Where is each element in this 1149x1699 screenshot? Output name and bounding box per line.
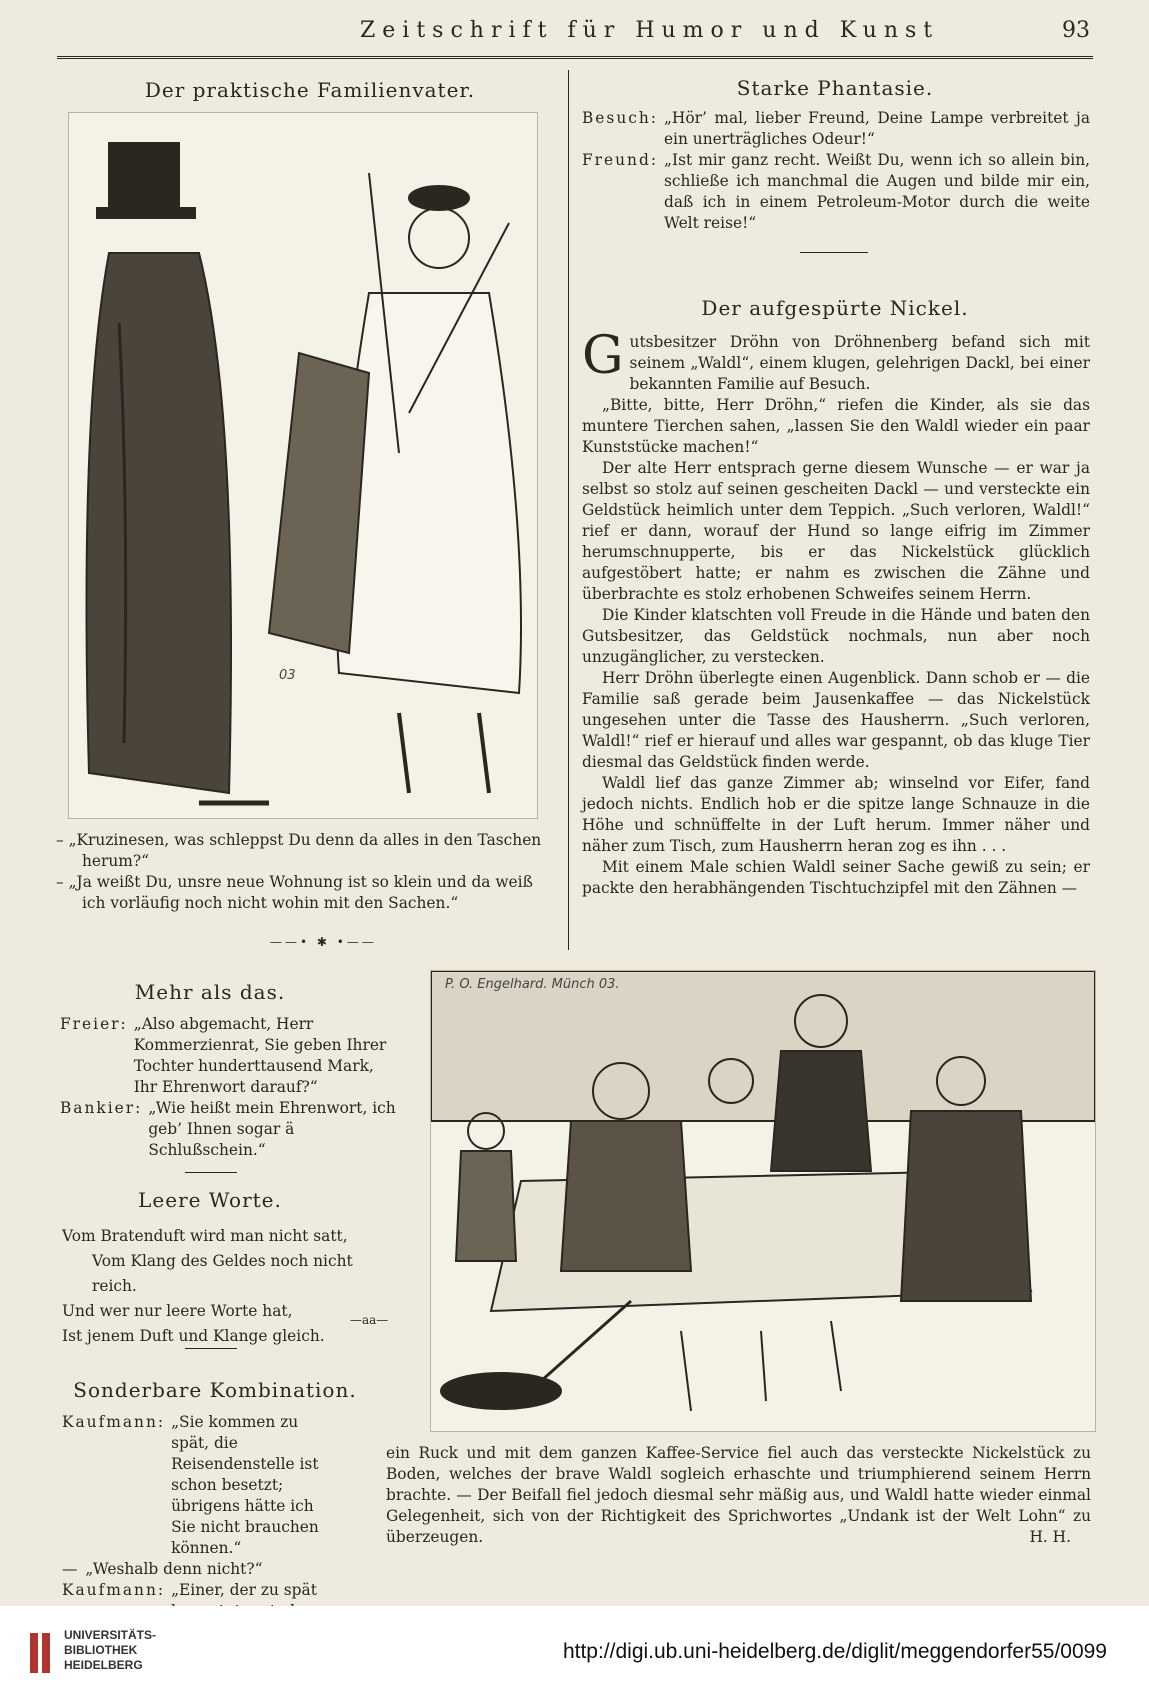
illustration-signature: 03: [279, 668, 296, 683]
nickel-continuation: [386, 1443, 1091, 1548]
section-ornament: ——• ✱ •——: [270, 935, 377, 949]
story-paragraph: Mit einem Male schien Waldl seiner Sache gewiß zu sein; er packte den herabhängenden Tischtuchzipfel mit den Zähnen —: [582, 858, 1090, 897]
poem-verse: Vom Klang des Geldes noch nicht reich.: [92, 1252, 353, 1295]
dialogue-line: [62, 1559, 337, 1580]
story-paragraph: Herr Dröhn überlegte einen Augenblick. Dann schob er — die Familie saß gerade beim Jausenkaffee — das Nickelstück ungesehen unter die Tasse des Hausherrn. „Such verloren, Waldl!“ rief er hierauf und alles war gespannt, ob das kluge Tier diesmal das Geldstück finden werde.: [582, 669, 1090, 771]
dialogue-line: [582, 150, 1090, 234]
speaker-label: Freund:: [582, 151, 659, 169]
dialogue-line: [582, 108, 1090, 150]
story-paragraph: „Bitte, bitte, Herr Dröhn,“ riefen die Kinder, als sie das muntere Tierchen sahen, „lassen Sie den Waldl wieder ein paar Kunststücke machen!“: [582, 396, 1090, 456]
dialogue-text: „Sie kommen zu spät, die Reisendenstelle ist schon besetzt; übrigens hätte ich Sie nicht brauchen können.“: [171, 1413, 319, 1557]
light-coat-shape: [337, 293, 521, 693]
sonderbare-title: Sonderbare Kombination.: [73, 1378, 357, 1402]
speaker-label: Besuch:: [582, 109, 658, 127]
speaker-label: Kaufmann:: [62, 1581, 166, 1599]
two-men-drawing: [69, 113, 537, 818]
library-footer: [0, 1606, 1149, 1699]
caption-line: – „Kruzinesen, was schleppst Du denn da alles in den Taschen herum?“: [56, 831, 542, 870]
dialogue-text: „Ist mir ganz recht. Weißt Du, wenn ich so allein bin, schließe ich manchmal die Augen und bilde mir ein, daß ich in einem Petroleum-Motor durch die weite Welt reise!“: [664, 151, 1090, 232]
illustration-signature: P. O. Engelhard. Münch 03.: [445, 977, 620, 992]
familienvater-title: Der praktische Familienvater.: [144, 78, 476, 102]
dialogue-text: „Weshalb denn nicht?“: [85, 1560, 263, 1578]
nickel-story: [582, 326, 1090, 899]
poem-verse: Ist jenem Duft und Klange gleich.: [62, 1327, 325, 1345]
leere-worte-title: Leere Worte.: [138, 1188, 282, 1212]
dialogue-text: „Wie heißt mein Ehrenwort, ich geb’ Ihnen sogar ä Schlußschein.“: [148, 1099, 396, 1159]
dialogue-line: [60, 1098, 402, 1161]
column-divider: [568, 70, 569, 950]
dialogue-line: [60, 1014, 402, 1098]
story-author: H. H.: [1029, 1528, 1071, 1546]
running-title: Zeitschrift für Humor und Kunst: [360, 18, 940, 43]
library-logo-icon: [28, 1631, 54, 1675]
speaker-label: Bankier:: [60, 1099, 143, 1117]
poem-author: —aa—: [350, 1313, 389, 1327]
library-name-line: BIBLIOTHEK: [64, 1643, 138, 1657]
speaker-label: Freier:: [60, 1015, 128, 1033]
caption-line: – „Ja weißt Du, unsre neue Wohnung ist so klein und da weiß ich vorläufig noch nicht wohin mit den Sachen.“: [56, 873, 533, 912]
library-name-line: UNIVERSITÄTS-: [64, 1628, 157, 1642]
poem-verse: Vom Bratenduft wird man nicht satt,: [62, 1227, 348, 1245]
familienvater-captions: [56, 830, 561, 914]
story-continuation: ein Ruck und mit dem ganzen Kaffee-Service fiel auch das versteckte Nickelstück zu Boden, welches der brave Waldl sogleich erhaschte und triumphierend seinem Herrn brachte. — Der Beifall fiel jedoch diesmal sehr mäßig aus, und Waldl hatte wieder einmal Gelegenheit, sich von der Richtigkeit des Sprichwortes „Undank ist der Welt Lohn“ zu überzeugen.: [386, 1444, 1091, 1546]
family-table-drawing: [431, 971, 1095, 1431]
bowler-hat-shape: [409, 186, 469, 210]
drop-cap: G: [582, 326, 624, 386]
nickel-title: Der aufgespürte Nickel.: [701, 296, 969, 320]
speaker-label: Kaufmann:: [62, 1413, 166, 1431]
top-hat-shape: [109, 143, 179, 213]
section-separator: [185, 1172, 237, 1173]
permalink-url[interactable]: http://digi.ub.uni-heidelberg.de/diglit/meggendorfer55/0099: [562, 1640, 1107, 1663]
library-name-line: HEIDELBERG: [64, 1658, 143, 1672]
phantasie-title: Starke Phantasie.: [736, 76, 934, 100]
story-paragraph: Waldl lief das ganze Zimmer ab; winselnd vor Eifer, fand jedoch nichts. Endlich hob er die spitze lange Schnauze in die Höhe und schnüffelte in der Luft herum. Immer näher und näher zum Tisch, zum Hausherrn heran zog es ihn . . .: [582, 774, 1090, 855]
section-separator: [800, 252, 868, 253]
coat-shape: [87, 253, 232, 793]
story-opening: utsbesitzer Dröhn von Dröhnenberg befand sich mit seinem „Waldl“, einem klugen, gelehrigen Dackl, bei einer bekannten Familie auf Besuch.: [629, 333, 1090, 393]
page-number: 93: [1062, 18, 1090, 43]
library-name: [64, 1628, 156, 1673]
mehr-als-das-dialogue: [60, 1014, 402, 1161]
familienvater-illustration: [68, 112, 538, 819]
dialogue-text: „Also abgemacht, Herr Kommerzienrat, Sie geben Ihrer Tochter hunderttausend Mark, Ihr Ehrenwort darauf?“: [133, 1015, 387, 1096]
mehr-als-das-title: Mehr als das.: [134, 980, 286, 1004]
dialogue-text: „Einer, der zu spät: [171, 1581, 317, 1599]
dialogue-text: „Hör’ mal, lieber Freund, Deine Lampe verbreitet ja ein unerträgliches Odeur!“: [663, 109, 1090, 148]
header-rule: [57, 56, 1093, 59]
dialogue-line: [62, 1412, 337, 1559]
phantasie-dialogue: [582, 108, 1090, 234]
story-paragraph: Die Kinder klatschten voll Freude in die Hände und baten den Gutsbesitzer, das Geldstück nochmals, nun aber noch unzugänglicher, zu verstecken.: [582, 606, 1090, 666]
speaker-label: —: [62, 1560, 80, 1578]
story-paragraph: Der alte Herr entsprach gerne diesem Wunsche — er war ja selbst so stolz auf seinen gescheiten Dackl — und versteckte ein Geldstück heimlich unter dem Teppich. „Such verloren, Waldl!“ rief er dann, worauf der Hund so lange eifrig im Zimmer herumschnupperte, bis er das Nickelstück glücklich aufgestöbert hatte; er nahm es zwischen die Zähne und überbrachte es stolz erhobenen Schweifes seinem Herrn.: [582, 459, 1090, 603]
family-table-illustration: [430, 970, 1096, 1432]
section-separator: [185, 1348, 237, 1349]
poem-verse: Und wer nur leere Worte hat,: [62, 1302, 293, 1320]
